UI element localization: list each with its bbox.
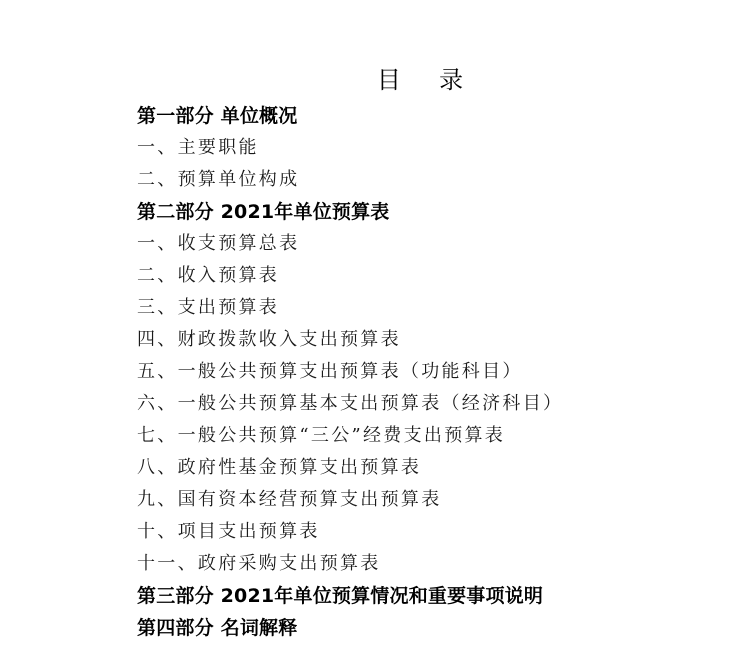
toc-item: 五、一般公共预算支出预算表（功能科目） xyxy=(137,361,523,382)
toc-item: 六、一般公共预算基本支出预算表（经济科目） xyxy=(137,393,564,414)
toc-item: 四、财政拨款收入支出预算表 xyxy=(137,329,401,350)
toc-item: 二、预算单位构成 xyxy=(137,169,300,190)
part-1-heading: 第一部分 单位概况 xyxy=(137,105,298,127)
toc-item: 一、收支预算总表 xyxy=(137,233,300,254)
part-4-heading: 第四部分 名词解释 xyxy=(137,617,298,639)
toc-item: 九、国有资本经营预算支出预算表 xyxy=(137,489,442,510)
toc-item: 十、项目支出预算表 xyxy=(137,521,320,542)
toc-item: 三、支出预算表 xyxy=(137,297,280,318)
table-of-contents xyxy=(137,100,737,644)
toc-item: 一、主要职能 xyxy=(137,137,259,158)
part-3-heading: 第三部分 2021年单位预算情况和重要事项说明 xyxy=(137,585,544,607)
toc-item: 二、收入预算表 xyxy=(137,265,280,286)
toc-item: 七、一般公共预算“三公”经费支出预算表 xyxy=(137,425,506,446)
part-2-heading: 第二部分 2021年单位预算表 xyxy=(137,201,390,223)
toc-item: 十一、政府采购支出预算表 xyxy=(137,553,381,574)
toc-item: 八、政府性基金预算支出预算表 xyxy=(137,457,422,478)
toc-title: 目 录 xyxy=(376,66,464,94)
